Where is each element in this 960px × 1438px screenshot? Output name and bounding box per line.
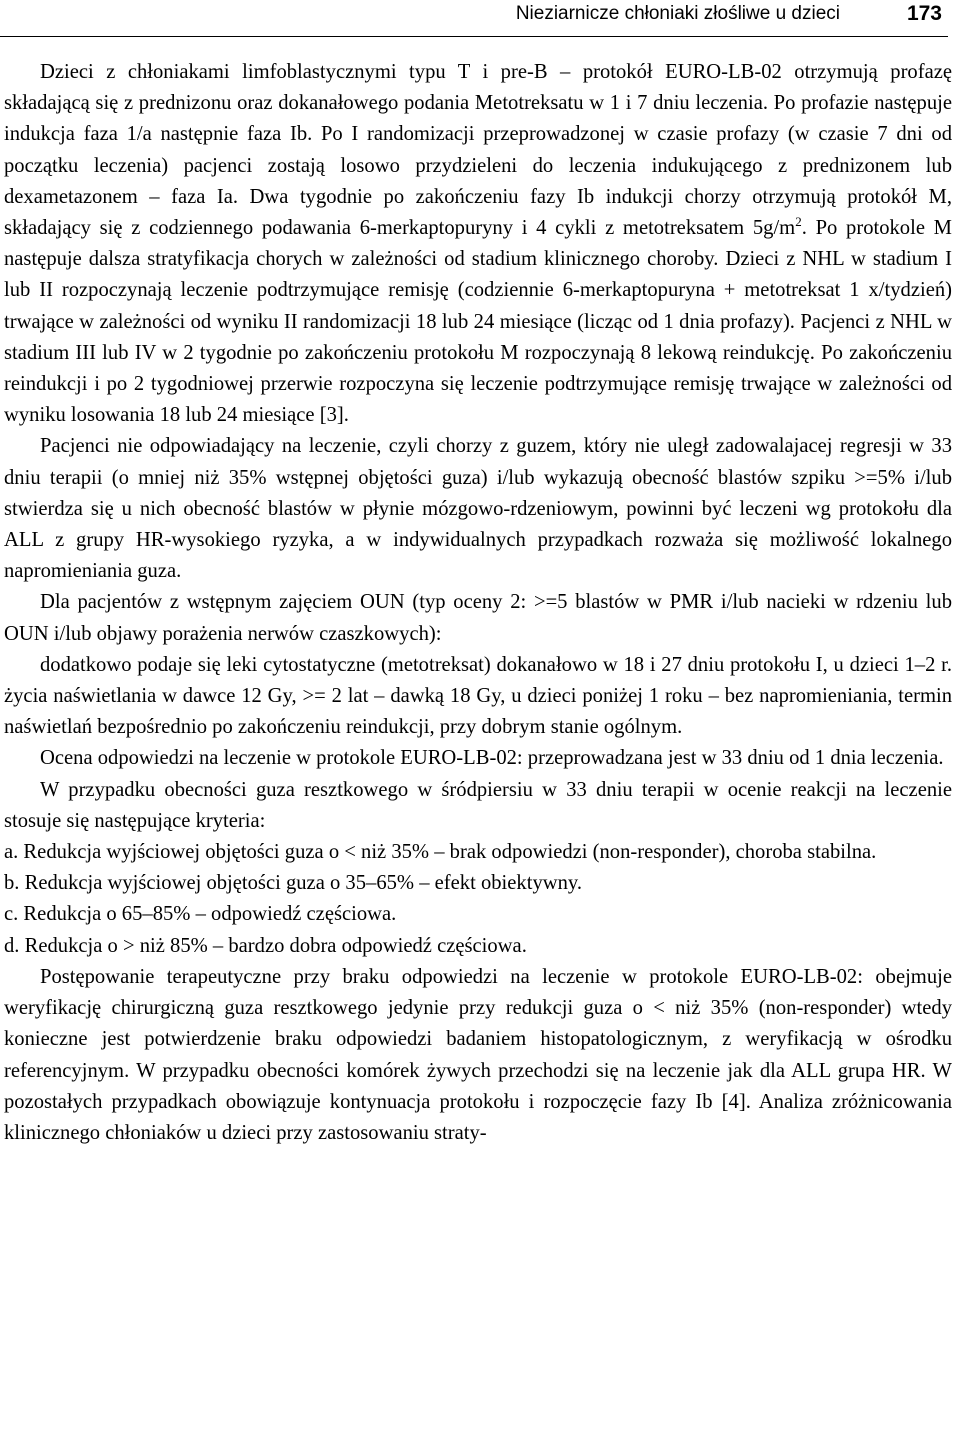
page-header: [0, 0, 948, 37]
superscript: 2: [795, 214, 802, 230]
running-title: Nieziarnicze chłoniaki złośliwe u dzieci: [515, 3, 840, 24]
paragraph-response-evaluation: Ocena odpowiedzi na leczenie w protokole EURO-LB-02: przeprowadzana jest w 33 dniu od 1 dnia leczenia.: [40, 747, 944, 770]
paragraph-text: . Po protokole M następuje dalsza stratyfikacja chorych w zależności od stadium klinicznego choroby. Dzieci z NHL w stadium I lub II rozpoczynają leczenie podtrzymujące remisję (codziennie 6-merkaptopuryna + metotreksat 1 x/tydzień) trwające w zależności od wyniku II randomizacji 18 lub 24 miesiące (licząc od 1 dnia profazy). Pacjenci z NHL w stadium III lub IV w 2 tygodnie po zakończeniu protokołu M rozpoczynają 8 lekową reindukcję. Po zakończeniu reindukcji i po 2 tygodniowej przerwie rozpoczyna się leczenie podtrzymujące remisję trwające w zależności od wyniku losowania 18 lub 24 miesiące [3].: [4, 217, 952, 427]
paragraph-residual-tumor: W przypadku obecności guza resztkowego w śródpiersiu w 33 dniu terapii w ocenie reakcji na leczenie stosuje się następujące kryteria:: [4, 778, 952, 832]
criteria-item-b: b. Redukcja wyjściowej objętości guza o 35–65% – efekt obiektywny.: [4, 872, 583, 895]
page-number: 173: [906, 2, 942, 25]
paragraph-non-responders: Pacjenci nie odpowiadający na leczenie, czyli chorzy z guzem, który nie uległ zadowalajacej regresji w 33 dniu terapii (o mniej niż 35% wstępnej objętości guza) i/lub wykazują obecność blastów szpiku >=5% i/lub stwierdza się u nich obecność blastów w płynie mózgowo-rdzeniowym, powinni być leczeni wg protokołu dla ALL z grupy HR-wysokiego ryzyka, a w indywidualnych przypadkach rozważa się możliwość lokalnego napromieniania guza.: [4, 435, 952, 583]
paragraph-cns-involvement: Dla pacjentów z wstępnym zajęciem OUN (typ oceny 2: >=5 blastów w PMR i/lub nacieki w rdzeniu lub OUN i/lub objawy porażenia nerwów czaszkowych):: [4, 591, 952, 645]
criteria-item-d: d. Redukcja o > niż 85% – bardzo dobra odpowiedź częściowa.: [4, 934, 527, 957]
paragraph-text: Dzieci z chłoniakami limfoblastycznymi typu T i pre-B – protokół EURO-LB-02 otrzymują profazę składającą się z prednizonu oraz dokanałowego podania Metotreksatu w 1 i 7 dniu leczenia. Po profazie następuje indukcja faza 1/a następnie faza Ib. Po I randomizacji przeprowadzonej w czasie profazy (w czasie 7 dni od początku leczenia) pacjenci zostają losowo przydzieleni do leczenia indukującego z prednizonem lub dexametazonem – faza Ia. Dwa tygodnie po zakończeniu fazy Ib indukcji chorzy otrzymują protokół M, składający się z codziennego podawania 6-merkaptopuryny i 4 cykli z metotreksatem 5g/m: [4, 61, 952, 240]
paragraph-additional-treatment: dodatkowo podaje się leki cytostatyczne (metotreksat) dokanałowo w 18 i 27 dniu protokołu I, u dzieci 1–2 r. życia naświetlania w dawce 12 Gy, >= 2 lat – dawką 18 Gy, u dzieci poniżej 1 roku – bez napromieniania, termin naświetlań bezpośrednio po zakończeniu reindukcji, przy dobrym stanie ogólnym.: [4, 653, 952, 739]
paragraph-therapeutic-procedure: Postępowanie terapeutyczne przy braku odpowiedzi na leczenie w protokole EURO-LB-02: obejmuje weryfikację chirurgiczną guza resztkowego jedynie przy redukcji guza o < niż 35% (non-responder) wtedy konieczne jest potwierdzenie braku odpowiedzi badaniem histopatologicznym, z weryfikacją w ośrodku referencyjnym. W przypadku obecności komórek żywych przechodzi się na leczenie jak dla ALL grupa HR. W pozostałych przypadkach obowiązuje kontynuacja protokołu i rozpoczęcie fazy Ib [4]. Analiza zróżnicowania klinicznego chłoniaków u dzieci przy zastosowaniu straty-: [4, 965, 952, 1144]
page-body: [4, 57, 952, 1149]
criteria-item-c: c. Redukcja o 65–85% – odpowiedź częściowa.: [4, 903, 397, 926]
paragraph-euro-lb-02-protocol: [4, 57, 952, 431]
criteria-item-a: a. Redukcja wyjściowej objętości guza o < niż 35% – brak odpowiedzi (non-responder), choroba stabilna.: [4, 841, 877, 864]
